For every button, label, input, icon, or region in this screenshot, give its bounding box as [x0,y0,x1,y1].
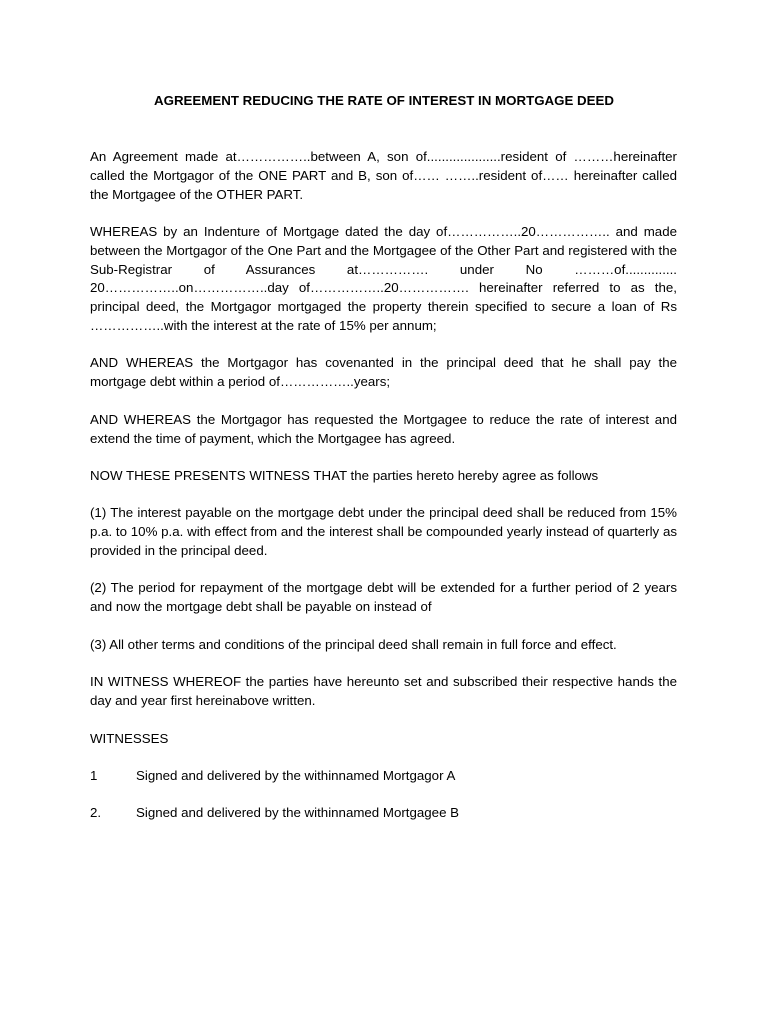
whereas-covenant-paragraph: AND WHEREAS the Mortgagor has covenanted in the principal deed that he shall pay the mortgage debt within a period of……………..years; [90,355,677,389]
witnesses-heading: WITNESSES [90,731,169,746]
clause-2-paragraph: (2) The period for repayment of the mortgage debt will be extended for a further period of 2 years and now the mortgage debt shall be payable on instead of [90,580,677,614]
signature-number: 1 [90,768,98,783]
whereas-request-paragraph: AND WHEREAS the Mortgagor has requested the Mortgagee to reduce the rate of interest and extend the time of payment, which the Mortgagee has agreed. [90,412,677,446]
document-title: AGREEMENT REDUCING THE RATE OF INTEREST IN MORTGAGE DEED [154,93,614,108]
whereas-indenture-paragraph: WHEREAS by an Indenture of Mortgage dated the day of……………..20…………….. and made between the Mortgagor of the One Part and the Mortgagee of the Other Part and registered with the Sub-Registrar of Assurances at……………. under No ………of.............. 20……………..on……………..day of……………..20……………. hereinafter referred to as the, principal deed, the Mortgagor mortgaged the property therein specified to secure a loan of Rs ……………..with the interest at the rate of 15% per annum; [90,224,677,333]
in-witness-paragraph: IN WITNESS WHEREOF the parties have hereunto set and subscribed their respective hands the day and year first hereinabove written. [90,674,677,708]
witness-intro-paragraph: NOW THESE PRESENTS WITNESS THAT the parties hereto hereby agree as follows [90,468,599,483]
signature-text: Signed and delivered by the withinnamed Mortgagee B [136,805,460,820]
signature-number: 2. [90,805,102,820]
signature-line-mortgagee [90,804,677,823]
signature-text: Signed and delivered by the withinnamed Mortgagor A [136,768,456,783]
clause-3-paragraph: (3) All other terms and conditions of the principal deed shall remain in full force and effect. [90,637,617,652]
agreement-intro-paragraph: An Agreement made at……………..between A, son of....................resident of ………hereinafter called the Mortgagor of the ONE PART and B, son of…… ……..resident of…… hereinafter called the Mortgagee of the OTHER PART. [90,149,677,202]
clause-1-paragraph: (1) The interest payable on the mortgage debt under the principal deed shall be reduced from 15% p.a. to 10% p.a. with effect from and the interest shall be compounded yearly instead of quarterly as provided in the principal deed. [90,505,677,558]
signature-line-mortgagor [90,767,677,786]
